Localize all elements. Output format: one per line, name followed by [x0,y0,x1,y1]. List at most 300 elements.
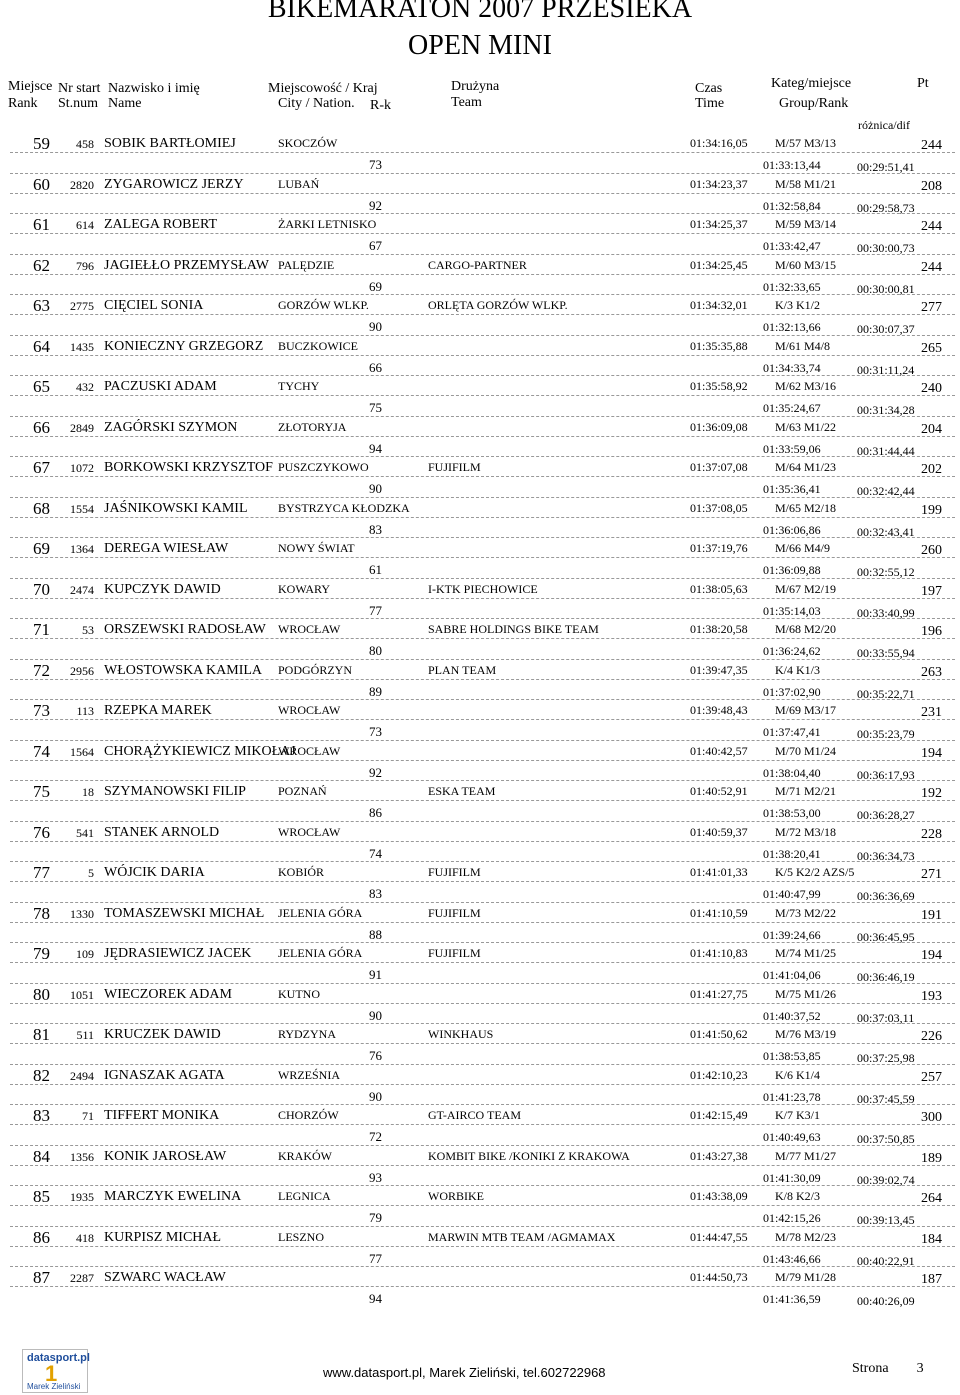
row-divider [10,638,955,639]
row-rk: 90 [369,319,382,334]
row-category: M/79 M1/28 [775,1270,837,1284]
row-name: KUPCZYK DAWID [104,581,221,597]
row-diff: 00:36:28,27 [857,808,915,822]
row-rk: 77 [369,602,382,618]
row-rank: 85 [33,1187,50,1206]
row-category: M/78 M2/23 [775,1229,837,1244]
row-start-number: 1072 [70,461,94,475]
row-category: M/71 M2/21 [775,784,837,798]
row-rank: 69 [33,539,50,558]
row-time2: 01:36:09,88 [763,563,821,577]
row-category: M/77 M1/27 [775,1148,837,1163]
row-start-number: 5 [88,866,94,880]
row-diff: 00:36:46,19 [857,970,915,984]
row-category: M/57 M3/13 [775,136,837,150]
row-diff: 00:37:50,85 [857,1132,915,1146]
row-separator [10,1064,955,1065]
row-city: ŻARKI LETNISKO [278,217,377,231]
row-points: 189 [921,1150,942,1166]
table-row [0,903,960,944]
row-separator [10,213,955,214]
row-time2: 01:32:13,66 [763,320,821,334]
row-city: LUBAŃ [278,176,320,191]
table-row [0,700,960,741]
row-name: KONIK JAROSŁAW [104,1148,227,1164]
row-time2: 01:38:20,41 [763,846,821,861]
row-start-number: 2849 [70,420,94,435]
row-start-number: 418 [76,1230,94,1245]
row-points: 260 [921,543,942,558]
row-city: WROCŁAW [278,703,341,717]
row-start-number: 2287 [70,1271,94,1285]
row-points: 244 [921,138,942,153]
row-points: 265 [921,340,942,356]
row-start-number: 2956 [70,663,94,678]
row-time: 01:41:27,75 [690,986,748,1001]
row-category: M/67 M2/19 [775,581,837,596]
row-points: 202 [921,462,942,477]
table-row [0,660,960,701]
row-category: M/75 M1/26 [775,986,837,1001]
row-diff: 00:39:13,45 [857,1213,915,1227]
row-team: CARGO-PARTNER [428,257,527,272]
header-city: City / Nation. [278,96,355,111]
page-number: 3 [916,1361,924,1376]
row-rk: 77 [369,1250,382,1266]
row-separator [10,861,955,862]
row-city: SKOCZÓW [278,136,338,150]
row-rk: 73 [369,157,382,172]
row-name: ZALEGA ROBERT [104,217,218,232]
row-separator [10,1145,955,1146]
table-row [0,1227,960,1268]
row-time: 01:43:27,38 [690,1148,748,1163]
row-rk: 92 [369,764,382,780]
header-stnum: St.num [58,96,99,111]
row-rk: 90 [369,1007,382,1023]
header-kateg: Kateg/miejsce [771,76,852,91]
row-name: MARCZYK EWELINA [104,1189,242,1204]
row-rk: 83 [369,521,382,537]
row-team: GT-AIRCO TEAM [428,1108,522,1122]
row-diff: 00:32:55,12 [857,565,915,579]
table-row [0,1146,960,1187]
row-rk: 67 [369,238,382,253]
row-rk: 75 [369,400,382,415]
row-rk: 86 [369,805,382,820]
row-name: TIFFERT MONIKA [104,1108,220,1123]
row-diff: 00:30:07,37 [857,322,915,336]
row-city: LESZNO [278,1229,324,1244]
row-start-number: 113 [76,704,94,718]
row-name: TOMASZEWSKI MICHAŁ [104,905,265,921]
row-rank: 79 [33,944,50,963]
row-name: DEREGA WIESŁAW [104,541,229,556]
row-diff: 00:31:11,24 [857,362,915,377]
row-separator [10,780,955,781]
row-time: 01:34:25,45 [690,257,748,272]
row-time2: 01:41:23,78 [763,1089,821,1104]
row-points: 192 [921,786,942,801]
row-category: M/68 M2/20 [775,622,837,636]
row-name: SOBIK BARTŁOMIEJ [104,136,236,151]
table-row [0,133,960,174]
row-rk: 91 [369,967,382,982]
row-diff: 00:37:45,59 [857,1091,915,1106]
row-divider [10,355,955,356]
row-time2: 01:43:46,66 [763,1251,821,1266]
row-time2: 01:36:24,62 [763,644,821,658]
row-team: SABRE HOLDINGS BIKE TEAM [428,622,599,636]
row-separator [10,375,955,376]
row-rank: 62 [33,255,50,275]
row-diff: 00:31:44,44 [857,443,915,458]
row-rk: 92 [369,197,382,213]
row-name: IGNASZAK AGATA [104,1067,225,1083]
row-diff: 00:36:34,73 [857,848,915,863]
row-time: 01:42:10,23 [690,1067,748,1082]
table-row [0,862,960,903]
row-separator [10,1266,955,1267]
row-team: KOMBIT BIKE /KONIKI Z KRAKOWA [428,1148,630,1163]
row-start-number: 109 [76,947,94,961]
row-name: CHORĄŻYKIEWICZ MIKOŁAJ [104,743,296,759]
row-points: 204 [921,421,942,437]
logo-text-bottom: Marek Zieliński [27,1382,81,1391]
row-start-number: 1330 [70,906,94,921]
row-name: STANEK ARNOLD [104,824,220,840]
row-diff: 00:32:43,41 [857,524,915,539]
row-city: KUTNO [278,986,320,1001]
row-separator [10,416,955,417]
row-points: 193 [921,988,942,1004]
row-rank: 60 [33,174,50,194]
row-separator [10,497,955,498]
table-row [0,498,960,539]
row-separator [10,821,955,822]
row-time: 01:41:50,62 [690,1027,748,1041]
header-rank: Rank [8,96,38,111]
page-subtitle: OPEN MINI [408,30,552,61]
row-category: K/8 K2/3 [775,1189,820,1203]
row-points: 194 [921,745,942,761]
row-city: PODGÓRZYN [278,662,353,677]
row-rk: 89 [369,683,382,699]
header-team: Team [451,95,482,110]
row-points: 264 [921,1191,942,1206]
row-city: KRAKÓW [278,1148,332,1163]
row-diff: 00:36:36,69 [857,889,915,903]
row-diff: 00:29:51,41 [857,160,915,174]
table-row [0,295,960,336]
row-separator [10,983,955,984]
row-start-number: 1435 [70,339,94,354]
row-separator [10,659,955,660]
row-time: 01:41:01,33 [690,865,748,879]
row-diff: 00:36:45,95 [857,929,915,944]
row-start-number: 71 [82,1109,94,1123]
row-separator [10,1023,955,1024]
row-category: K/4 K1/3 [775,662,820,677]
header-roznica: różnica/dif [858,118,910,132]
row-team: FUJIFILM [428,946,481,960]
row-city: LEGNICA [278,1189,331,1203]
row-time: 01:37:07,08 [690,460,748,474]
logo-number: 1 [45,1361,58,1386]
row-separator [10,618,955,619]
header-pt: Pt [917,76,929,91]
row-diff: 00:30:00,73 [857,241,915,255]
row-points: 244 [921,259,942,275]
row-time: 01:44:50,73 [690,1270,748,1284]
table-row [0,1267,960,1308]
row-rk: 94 [369,440,382,456]
table-row [0,579,960,620]
row-team: WINKHAUS [428,1027,494,1041]
row-divider [10,719,955,720]
row-time: 01:34:32,01 [690,298,748,312]
row-points: 184 [921,1231,942,1247]
row-diff: 00:32:42,44 [857,484,915,498]
row-start-number: 432 [76,380,94,394]
row-category: M/60 M3/15 [775,257,837,272]
page-number-label [852,1361,924,1377]
row-divider [10,598,955,599]
row-name: JAGIEŁŁO PRZEMYSŁAW [104,257,269,273]
row-category: M/70 M1/24 [775,743,837,758]
row-divider [10,1165,955,1166]
row-separator [10,537,955,538]
row-points: 271 [921,867,942,882]
row-time2: 01:38:53,00 [763,806,821,820]
row-category: M/65 M2/18 [775,500,837,515]
row-city: WROCŁAW [278,824,341,839]
table-row [0,417,960,458]
row-time: 01:34:23,37 [690,176,748,191]
row-name: WIECZOREK ADAM [104,986,232,1002]
row-time2: 01:33:42,47 [763,239,821,253]
page-label: Strona [852,1361,889,1376]
row-time: 01:41:10,59 [690,905,748,920]
row-divider [10,1003,955,1004]
row-city: BUCZKOWICE [278,338,358,353]
row-separator [10,699,955,700]
row-rank: 63 [33,296,50,315]
row-category: M/58 M1/21 [775,176,837,191]
row-divider [10,760,955,761]
row-separator [10,1104,955,1105]
row-name: WÓJCIK DARIA [104,865,205,880]
row-time: 01:35:58,92 [690,379,748,393]
row-time2: 01:35:36,41 [763,482,821,496]
row-divider [10,922,955,923]
table-row [0,376,960,417]
row-time: 01:38:20,58 [690,622,748,636]
table-row [0,1186,960,1227]
row-divider [10,476,955,477]
row-points: 226 [921,1029,942,1044]
row-time2: 01:38:04,40 [763,765,821,780]
row-divider [10,274,955,275]
row-time2: 01:32:33,65 [763,279,821,294]
row-rk: 61 [369,562,382,577]
footer-contact: www.datasport.pl, Marek Zieliński, tel.602722968 [323,1365,606,1380]
row-team: FUJIFILM [428,460,481,474]
row-category: M/63 M1/22 [775,419,837,434]
row-time2: 01:40:47,99 [763,887,821,901]
row-points: 208 [921,178,942,194]
row-city: PUSZCZYKOWO [278,460,369,474]
row-name: JĘDRASIEWICZ JACEK [104,946,252,961]
row-rk: 88 [369,926,382,942]
row-time: 01:34:16,05 [690,136,748,150]
row-rank: 74 [33,741,50,761]
row-category: M/74 M1/25 [775,946,837,960]
row-category: K/6 K1/4 [775,1067,820,1082]
header-nrstart: Nr start [58,81,101,96]
row-time: 01:39:47,35 [690,662,748,677]
row-diff: 00:31:34,28 [857,403,915,417]
row-rank: 65 [33,377,50,396]
row-name: KURPISZ MICHAŁ [104,1229,222,1245]
row-start-number: 2820 [70,177,94,192]
row-start-number: 511 [76,1028,94,1042]
row-divider [10,1205,955,1206]
table-row [0,457,960,498]
row-start-number: 2494 [70,1068,94,1083]
header-czas: Czas [695,81,723,96]
row-points: 196 [921,624,942,639]
logo-text-top: datasport.pl [27,1352,90,1364]
row-time2: 01:40:49,63 [763,1130,821,1144]
table-row [0,984,960,1025]
row-time2: 01:34:33,74 [763,360,821,375]
row-divider [10,314,955,315]
row-diff: 00:35:22,71 [857,686,915,701]
row-diff: 00:37:03,11 [857,1010,915,1025]
header-group: Group/Rank [779,96,849,111]
row-time2: 01:32:58,84 [763,198,821,213]
row-city: CHORZÓW [278,1108,339,1122]
row-time: 01:37:19,76 [690,541,748,555]
row-rk: 83 [369,886,382,901]
page-title: BIKEMARATON 2007 PRZESIEKA [267,0,693,24]
row-time2: 01:37:47,41 [763,725,821,739]
row-divider [10,152,955,153]
row-rank: 71 [33,620,50,639]
row-category: M/62 M3/16 [775,379,837,393]
row-category: M/72 M3/18 [775,824,837,839]
row-category: K/3 K1/2 [775,298,820,312]
row-points: 228 [921,826,942,842]
row-points: 240 [921,381,942,396]
row-category: M/59 M3/14 [775,217,837,231]
row-city: WRZEŚNIA [278,1067,340,1082]
row-rk: 72 [369,1129,382,1144]
row-time: 01:40:42,57 [690,743,748,758]
table-row [0,1105,960,1146]
row-diff: 00:40:26,09 [857,1294,915,1308]
row-time: 01:36:09,08 [690,419,748,434]
row-time: 01:44:47,55 [690,1229,748,1244]
row-start-number: 53 [82,623,94,637]
row-rank: 84 [33,1146,50,1166]
row-rank: 87 [33,1268,50,1287]
row-time2: 01:42:15,26 [763,1211,821,1225]
row-time2: 01:37:02,90 [763,684,821,699]
row-diff: 00:33:55,94 [857,646,915,660]
row-city: KOBIÓR [278,865,325,879]
row-start-number: 541 [76,825,94,840]
table-row [0,538,960,579]
row-separator [10,1185,955,1186]
row-time: 01:41:10,83 [690,946,748,960]
row-divider [10,1286,955,1287]
row-rk: 76 [369,1048,382,1063]
row-rank: 83 [33,1106,50,1125]
datasport-logo [22,1349,88,1393]
row-category: M/69 M3/17 [775,703,837,717]
row-team: ORLĘTA GORZÓW WLKP. [428,298,568,312]
row-time2: 01:38:53,85 [763,1049,821,1063]
row-city: GORZÓW WLKP. [278,298,369,312]
row-time: 01:43:38,09 [690,1189,748,1203]
row-city: WROCŁAW [278,743,341,758]
row-diff: 00:35:23,79 [857,727,915,741]
row-rk: 90 [369,1088,382,1104]
row-rank: 64 [33,336,50,356]
row-city: POZNAŃ [278,784,327,798]
row-city: KOWARY [278,581,331,596]
row-name: WŁOSTOWSKA KAMILA [104,662,263,678]
row-diff: 00:37:25,98 [857,1051,915,1065]
row-start-number: 796 [76,258,94,273]
row-team: ESKA TEAM [428,784,496,798]
row-name: ORSZEWSKI RADOSŁAW [104,622,266,637]
row-rk: 69 [369,278,382,294]
row-divider [10,395,955,396]
row-name: ZAGÓRSKI SZYMON [104,419,238,435]
row-name: KRUCZEK DAWID [104,1027,221,1042]
row-divider [10,557,955,558]
row-points: 194 [921,948,942,963]
row-rk: 93 [369,1169,382,1185]
row-city: BYSTRZYCA KŁODZKA [278,500,410,515]
row-start-number: 18 [82,785,94,799]
row-points: 300 [921,1110,942,1125]
row-name: SZWARC WACŁAW [104,1270,226,1285]
table-row [0,1024,960,1065]
row-time: 01:39:48,43 [690,703,748,717]
row-points: 244 [921,219,942,234]
row-diff: 00:39:02,74 [857,1172,915,1187]
row-start-number: 1356 [70,1149,94,1164]
table-row [0,174,960,215]
table-row [0,741,960,782]
row-separator [10,1226,955,1227]
row-separator [10,902,955,903]
row-time: 01:40:59,37 [690,824,748,839]
row-time2: 01:40:37,52 [763,1008,821,1023]
row-start-number: 1051 [70,987,94,1002]
row-team: FUJIFILM [428,905,481,920]
row-divider [10,517,955,518]
row-rank: 76 [33,822,50,842]
row-team: PLAN TEAM [428,662,497,677]
row-category: K/5 K2/2 AZS/5 [775,865,855,879]
row-start-number: 1554 [70,501,94,516]
row-divider [10,1124,955,1125]
